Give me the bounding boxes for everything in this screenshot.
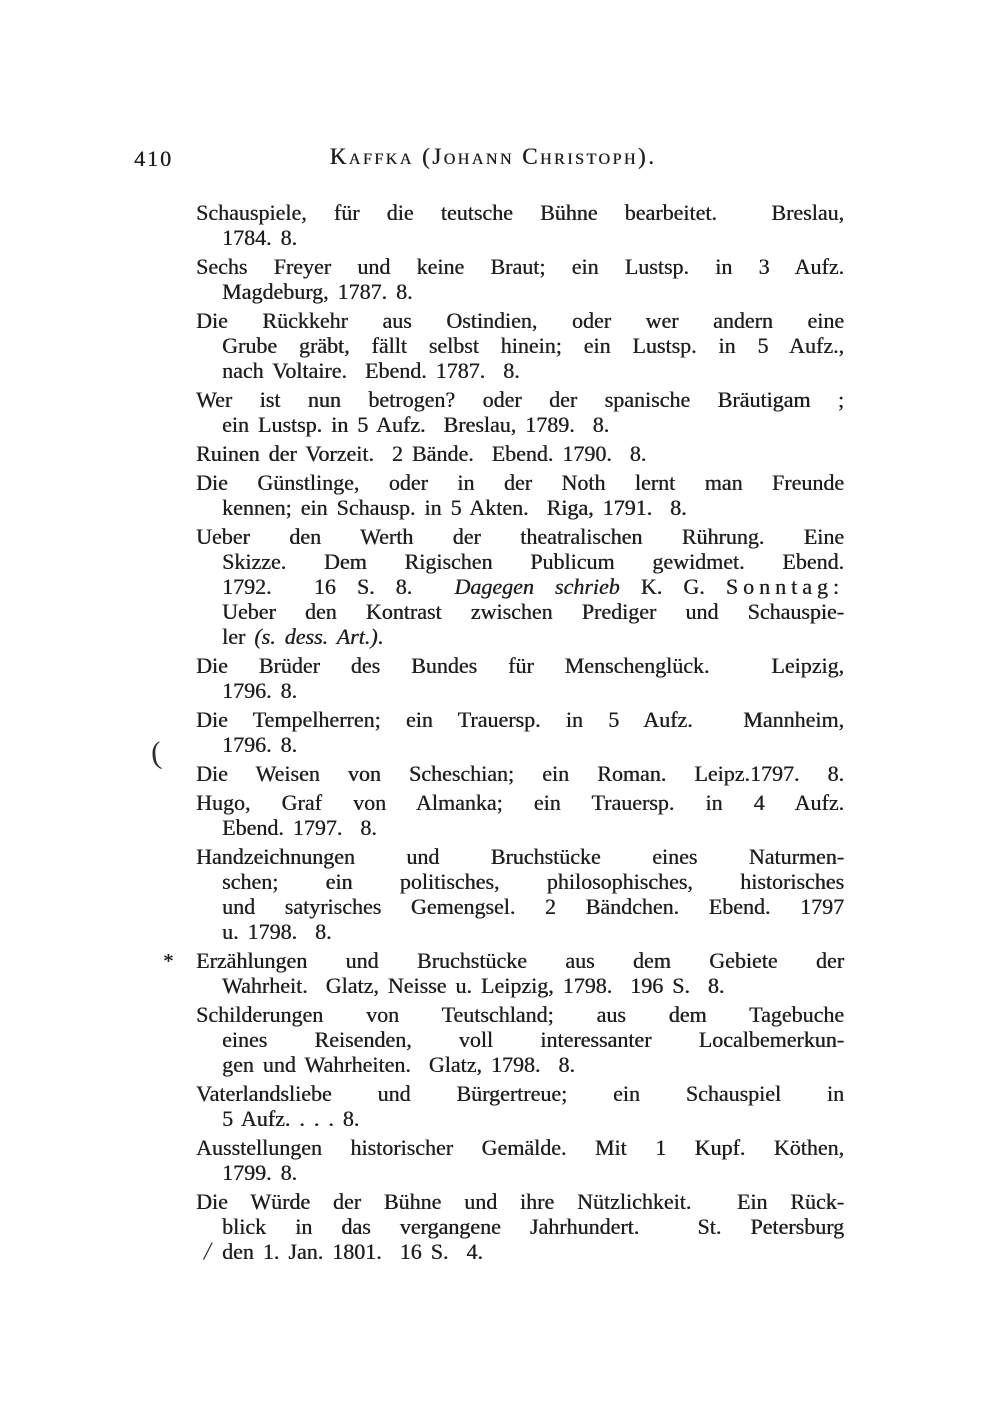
entry-line xyxy=(222,624,844,649)
text-segment: Ebend. 1797. 8. xyxy=(222,815,377,840)
text-segment: K. G. xyxy=(619,574,726,599)
entry-line xyxy=(222,919,844,944)
bibliography-entry xyxy=(196,524,844,649)
bibliography-entry xyxy=(196,1081,844,1131)
italic-text: Dagegen schrieb xyxy=(454,574,620,599)
text-segment: eines Reisenden, voll interessanter Localbemerkun- xyxy=(222,1027,844,1052)
text-segment: 5 Aufz. . . . 8. xyxy=(222,1106,360,1131)
text-segment: Die Günstlinge, oder in der Noth lernt man Freunde xyxy=(196,470,844,495)
letterspaced-name: Sonntag: xyxy=(725,574,844,599)
entry-line xyxy=(196,1189,844,1214)
bibliography-entry xyxy=(196,470,844,520)
text-segment: Grube gräbt, fällt selbst hinein; ein Lustsp. in 5 Aufz., xyxy=(222,333,844,358)
text-segment: 1799. 8. xyxy=(222,1160,297,1185)
text-segment: ler xyxy=(222,624,255,649)
text-segment: Schauspiele, für die teutsche Bühne bearbeitet. Breslau, xyxy=(196,200,844,225)
entry-line xyxy=(222,1160,844,1185)
text-segment: Die Tempelherren; ein Trauersp. in 5 Aufz. Mannheim, xyxy=(196,707,844,732)
text-segment: Wer ist nun betrogen? oder der spanische Bräutigam ; xyxy=(196,387,844,412)
entry-line xyxy=(222,358,844,383)
text-segment: und satyrisches Gemengsel. 2 Bändchen. Ebend. 1797 xyxy=(222,894,844,919)
entry-line xyxy=(196,470,844,495)
text-segment: Erzählungen und Bruchstücke aus dem Gebiete der xyxy=(196,948,844,973)
entry-line xyxy=(196,1135,844,1160)
entry-line xyxy=(222,279,844,304)
scan-artifact-slash: / xyxy=(204,1238,211,1265)
entry-line xyxy=(222,225,844,250)
text-segment: ein Lustsp. in 5 Aufz. Breslau, 1789. 8. xyxy=(222,412,610,437)
text-segment: schen; ein politisches, philosophisches, historisches xyxy=(222,869,844,894)
text-segment: Hugo, Graf von Almanka; ein Trauersp. in 4 Aufz. xyxy=(196,790,844,815)
bibliography-entry xyxy=(196,653,844,703)
entry-line xyxy=(222,1106,844,1131)
text-segment: kennen; ein Schausp. in 5 Akten. Riga, 1791. 8. xyxy=(222,495,687,520)
text-segment: blick in das vergangene Jahrhundert. St. Petersburg xyxy=(222,1214,844,1239)
entry-line xyxy=(196,790,844,815)
entry-line xyxy=(222,678,844,703)
bibliography-entry xyxy=(163,948,844,998)
entry-line xyxy=(196,707,844,732)
text-segment: 1796. 8. xyxy=(222,732,297,757)
bibliography-entry xyxy=(196,1135,844,1185)
text-segment: Die Weisen von Scheschian; ein Roman. Leipz.1797. 8. xyxy=(196,761,844,786)
text-segment: Handzeichnungen und Bruchstücke eines Naturmen- xyxy=(196,844,844,869)
italic-text: (s. dess. Art.) xyxy=(254,624,378,649)
bibliography-entry xyxy=(196,790,844,840)
page-number: 410 xyxy=(134,146,173,171)
bibliography-entry xyxy=(196,308,844,383)
entry-line xyxy=(222,1027,844,1052)
entry-line xyxy=(196,524,844,549)
entry-line xyxy=(196,844,844,869)
bibliography-entry xyxy=(196,441,844,466)
bibliography-entry xyxy=(196,254,844,304)
entry-line xyxy=(196,254,844,279)
entry-line xyxy=(196,948,844,973)
bibliography-entry xyxy=(196,844,844,944)
text-segment: Sechs Freyer und keine Braut; ein Lustsp. in 3 Aufz. xyxy=(196,254,844,279)
text-segment: Ueber den Kontrast zwischen Prediger und Schauspie- xyxy=(222,599,844,624)
entry-line xyxy=(222,333,844,358)
bibliography-entry xyxy=(196,761,844,786)
text-segment: Magdeburg, 1787. 8. xyxy=(222,279,413,304)
entry-line xyxy=(222,894,844,919)
entry-line xyxy=(222,412,844,437)
entry-line xyxy=(196,1002,844,1027)
entries xyxy=(163,200,844,1268)
bibliography-entry xyxy=(196,200,844,250)
text-segment: den 1. Jan. 1801. 16 S. 4. xyxy=(222,1239,483,1264)
text-segment: . xyxy=(377,624,384,649)
entry-line xyxy=(222,574,844,599)
running-header-title: Kaffka (Johann Christoph). xyxy=(329,144,657,169)
text-segment: 1784. 8. xyxy=(222,225,297,250)
entry-line xyxy=(196,308,844,333)
entry-line xyxy=(222,1239,844,1264)
scan-artifact-paren: ( xyxy=(149,734,163,771)
entry-line xyxy=(222,973,844,998)
entry-line xyxy=(222,599,844,624)
entry-line xyxy=(196,387,844,412)
entry-line xyxy=(196,761,844,786)
entry-line xyxy=(222,1052,844,1077)
bibliography-entry xyxy=(196,1189,844,1264)
entry-line xyxy=(222,549,844,574)
text-segment: Die Brüder des Bundes für Menschenglück. Leipzig, xyxy=(196,653,844,678)
text-segment: Ueber den Werth der theatralischen Rührung. Eine xyxy=(196,524,844,549)
text-segment: 1796. 8. xyxy=(222,678,297,703)
text-segment: Vaterlandsliebe und Bürgertreue; ein Schauspiel in xyxy=(196,1081,844,1106)
entry-line xyxy=(196,1081,844,1106)
entry-line xyxy=(196,200,844,225)
entry-line xyxy=(222,815,844,840)
entry-line xyxy=(222,869,844,894)
text-segment: u. 1798. 8. xyxy=(222,919,332,944)
bibliography-entry xyxy=(196,387,844,437)
text-segment: Ausstellungen historischer Gemälde. Mit 1 Kupf. Köthen, xyxy=(196,1135,844,1160)
text-segment: Wahrheit. Glatz, Neisse u. Leipzig, 1798. 196 S. 8. xyxy=(222,973,725,998)
entry-line xyxy=(222,732,844,757)
text-segment: nach Voltaire. Ebend. 1787. 8. xyxy=(222,358,520,383)
entry-marker-asterisk: * xyxy=(163,949,174,973)
bibliography-entry xyxy=(196,707,844,757)
text-segment: Skizze. Dem Rigischen Publicum gewidmet. Ebend. xyxy=(222,549,844,574)
entry-line xyxy=(222,1214,844,1239)
text-segment: Ruinen der Vorzeit. 2 Bände. Ebend. 1790. 8. xyxy=(196,441,647,466)
text-segment: 1792. 16 S. 8. xyxy=(222,574,455,599)
text-segment: gen und Wahrheiten. Glatz, 1798. 8. xyxy=(222,1052,575,1077)
bibliography-entry xyxy=(196,1002,844,1077)
entry-line xyxy=(196,653,844,678)
entry-line xyxy=(222,495,844,520)
entry-line xyxy=(196,441,844,466)
text-segment: Die Rückkehr aus Ostindien, oder wer andern eine xyxy=(196,308,844,333)
text-segment: Schilderungen von Teutschland; aus dem Tagebuche xyxy=(196,1002,844,1027)
text-segment: Die Würde der Bühne und ihre Nützlichkeit. Ein Rück- xyxy=(196,1189,844,1214)
